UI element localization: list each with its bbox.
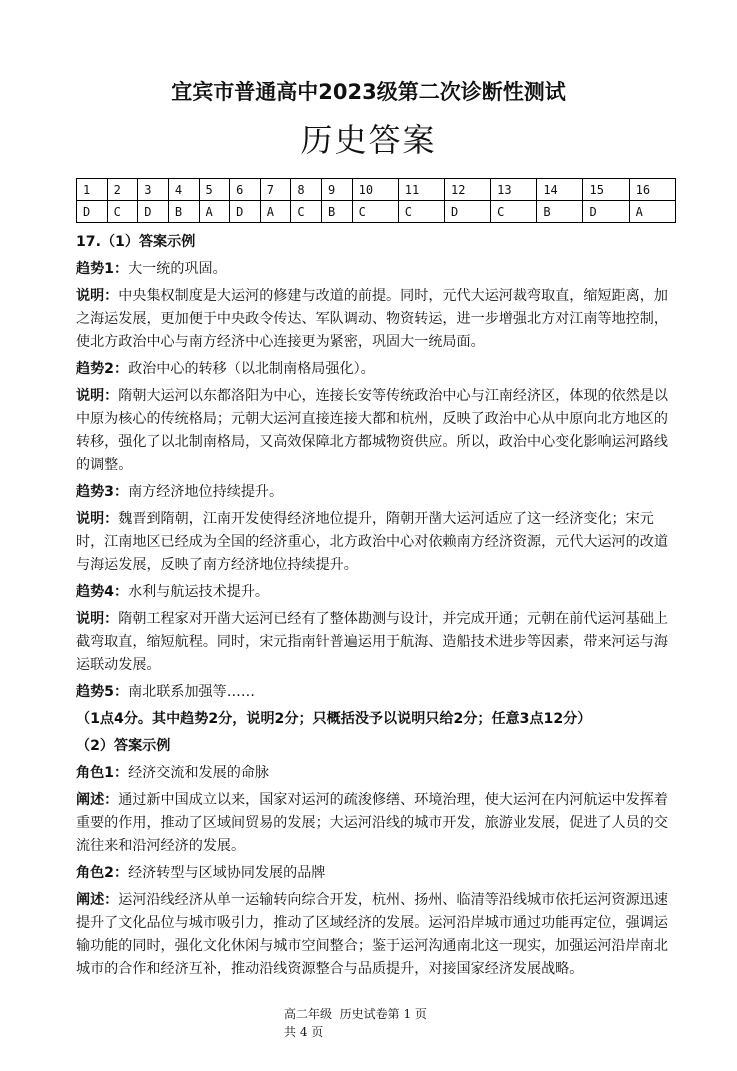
question-number-row: [77, 179, 676, 201]
paragraph-label: 趋势5：: [76, 684, 129, 700]
answer-paragraph: [76, 285, 678, 354]
footer-page-label: 高二年级 历史试卷第 1 页: [284, 1007, 427, 1021]
paragraph-text: 经济交流和发展的命脉: [128, 765, 270, 781]
answer-cell: D: [77, 201, 108, 223]
paragraph-text: 南方经济地位持续提升。: [128, 484, 284, 500]
answer-paragraph: [76, 681, 678, 704]
paragraph-label: 阐述：: [76, 792, 119, 808]
answer-cell: A: [629, 201, 675, 223]
paragraph-text: 水利与航运技术提升。: [128, 584, 270, 600]
paragraph-label: 角色2：: [76, 865, 129, 881]
answer-cell: D: [230, 201, 261, 223]
paragraph-text: 大一统的巩固。: [128, 261, 227, 277]
paragraph-text: 南北联系加强等……: [128, 684, 255, 700]
answer-paragraph: [76, 608, 678, 677]
answer-body: [76, 231, 678, 981]
question-number-cell: 3: [138, 179, 169, 201]
question-number-cell: 2: [107, 179, 138, 201]
question-number-cell: 10: [352, 179, 398, 201]
question-number-cell: 12: [444, 179, 490, 201]
answer-cell: A: [199, 201, 230, 223]
answer-paragraph: [76, 581, 678, 604]
paragraph-label: 说明：: [76, 388, 119, 404]
answer-paragraph: [76, 508, 678, 577]
paragraph-text: 魏晋到隋朝，江南开发使得经济地位提升，隋朝开凿大运河适应了这一经济变化；宋元时，江南地区已经成为全国的经济重心，北方政治中心对依赖南方经济资源，元代大运河的改道与海运发展，反映了南方经济地位持续提升。: [76, 511, 668, 573]
question-number-cell: 16: [629, 179, 675, 201]
page-footer: [284, 1005, 737, 1041]
paragraph-label: 趋势3：: [76, 484, 129, 500]
paragraph-label: 趋势2：: [76, 361, 129, 377]
paragraph-label: 说明：: [76, 511, 119, 527]
answer-cell: A: [260, 201, 291, 223]
answer-paragraph: [76, 889, 678, 981]
paragraph-text: 政治中心的转移（以北制南格局强化）。: [128, 361, 375, 377]
paragraph-label: 趋势4：: [76, 584, 129, 600]
question-number-cell: 9: [322, 179, 353, 201]
answer-cell: C: [491, 201, 537, 223]
answer-row: [77, 201, 676, 223]
question-number-cell: 13: [491, 179, 537, 201]
answer-table: [76, 178, 676, 223]
scoring-note: （1点4分。其中趋势2分，说明2分；只概括没予以说明只给2分；任意3点12分）: [76, 711, 592, 727]
footer-total-pages: 共 4 页: [284, 1025, 324, 1039]
question-number-cell: 11: [398, 179, 444, 201]
answer-paragraph: [76, 385, 678, 477]
part2-items: [76, 762, 678, 981]
question-number-cell: 6: [230, 179, 261, 201]
answer-paragraph: [76, 358, 678, 381]
answer-paragraph: [76, 481, 678, 504]
paragraph-label: 阐述：: [76, 892, 119, 908]
answer-cell: B: [322, 201, 353, 223]
answer-cell: B: [168, 201, 199, 223]
answer-cell: C: [352, 201, 398, 223]
answer-cell: D: [583, 201, 629, 223]
answer-cell: C: [107, 201, 138, 223]
paragraph-text: 通过新中国成立以来，国家对运河的疏浚修缮、环境治理，使大运河在内河航运中发挥着重要的作用，推动了区域间贸易的发展；大运河沿线的城市开发，旅游业发展，促进了人员的交流往来和沿河经济的发展。: [76, 792, 668, 854]
part1-items: [76, 258, 678, 704]
answer-paragraph: [76, 789, 678, 858]
paragraph-text: 运河沿线经济从单一运输转向综合开发，杭州、扬州、临清等沿线城市依托运河资源迅速提升了文化品位与城市吸引力，推动了区域经济的发展。运河沿岸城市通过功能再定位，强调运输功能的同时，强化文化休闲与城市空间整合；鉴于运河沟通南北这一现实，加强运河沿岸南北城市的合作和经济互补，推动沿线资源整合与品质提升，对接国家经济发展战略。: [76, 892, 668, 977]
answer-paragraph: [76, 862, 678, 885]
paragraph-label: 角色1：: [76, 765, 129, 781]
question-number-cell: 14: [537, 179, 583, 201]
paragraph-text: 隋朝大运河以东都洛阳为中心，连接长安等传统政治中心与江南经济区，体现的依然是以中原为核心的传统格局；元朝大运河直接连接大都和杭州，反映了政治中心从中原向北方地区的转移，强化了以北制南格局，又高效保障北方都城物资供应。所以，政治中心变化影响运河路线的调整。: [76, 388, 668, 473]
question-number-cell: 15: [583, 179, 629, 201]
answer-cell: D: [444, 201, 490, 223]
answer-cell: B: [537, 201, 583, 223]
question-number-cell: 8: [291, 179, 322, 201]
paragraph-text: 经济转型与区域协同发展的品牌: [128, 865, 326, 881]
answer-cell: D: [138, 201, 169, 223]
paragraph-label: 说明：: [76, 611, 119, 627]
answer-cell: C: [398, 201, 444, 223]
exam-title: 宜宾市普通高中2023级第二次诊断性测试: [171, 80, 566, 104]
question-number-cell: 7: [260, 179, 291, 201]
part2-heading: （2）答案示例: [76, 738, 171, 754]
document-subtitle: 历史答案: [300, 121, 437, 159]
question-number-cell: 5: [199, 179, 230, 201]
question-number-cell: 4: [168, 179, 199, 201]
paragraph-text: 隋朝工程家对开凿大运河已经有了整体勘测与设计，并完成开通；元朝在前代运河基础上截弯取直，缩短航程。同时，宋元指南针普遍运用于航海、造船技术进步等因素，带来河运与海运联动发展。: [76, 611, 668, 673]
part1-heading: 17.（1）答案示例: [76, 234, 196, 250]
question-number-cell: 1: [77, 179, 108, 201]
paragraph-text: 中央集权制度是大运河的修建与改道的前提。同时，元代大运河裁弯取直，缩短距离，加之海运发展，更加便于中央政令传达、军队调动、物资转运，进一步增强北方对江南等地控制，使北方政治中心与南方经济中心连接更为紧密，巩固大一统局面。: [76, 288, 668, 350]
paragraph-label: 说明：: [76, 288, 119, 304]
answer-paragraph: [76, 258, 678, 281]
answer-paragraph: [76, 762, 678, 785]
answer-cell: C: [291, 201, 322, 223]
paragraph-label: 趋势1：: [76, 261, 129, 277]
